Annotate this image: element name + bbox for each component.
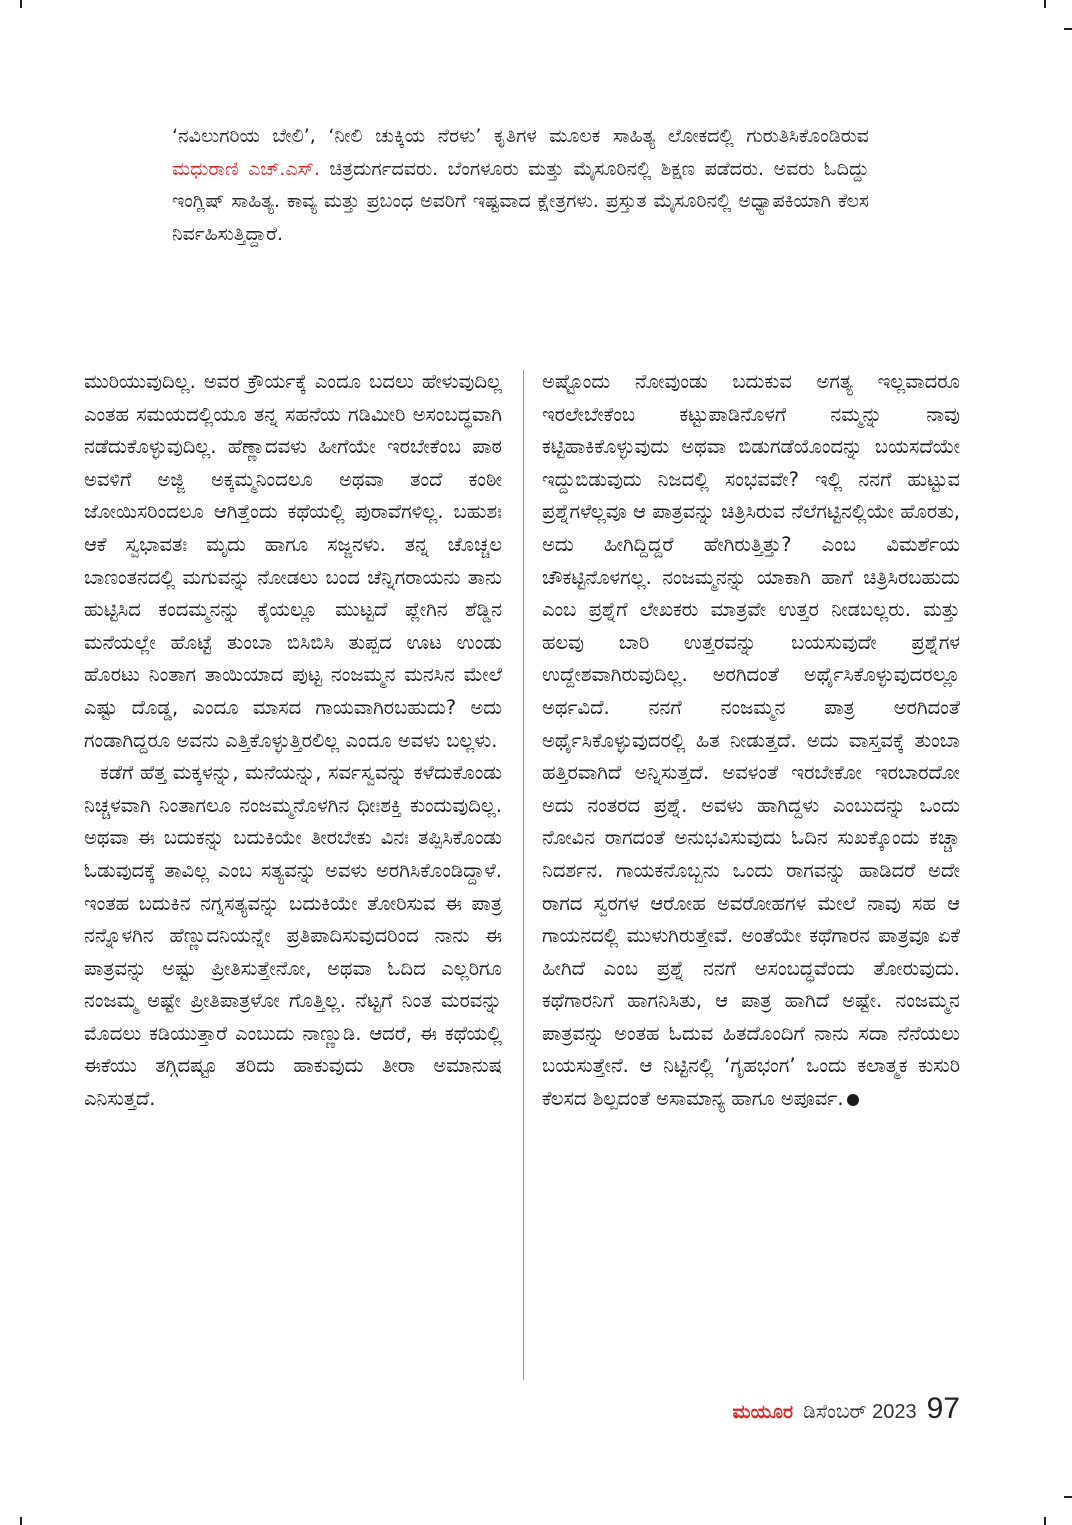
left-paragraph-1: ಮುರಿಯುವುದಿಲ್ಲ. ಅವರ ಕ್ರೌರ್ಯಕ್ಕೆ ಎಂದೂ ಬದಲು ಹೇಳುವುದಿಲ್ಲ ಎಂತಹ ಸಮಯದಲ್ಲಿಯೂ ತನ್ನ ಸಹನೆಯ ಗಡಿಮೀರಿ ಅಸಂಬದ್ಧವಾಗಿ ನಡೆದುಕೊಳ್ಳುವುದಿಲ್ಲ. ಹೆಣ್ಣಾದವಳು ಹೀಗೆಯೇ ಇರಬೇಕೆಂಬ ಪಾಠ ಅವಳಿಗೆ ಅಜ್ಜಿ ಅಕ್ಕಮ್ಮನಿಂದಲೂ ಅಥವಾ ತಂದೆ ಕಂಠೀ ಜೋಯಿಸರಿಂದಲೂ ಆಗಿತ್ತೆಂದು ಕಥೆಯಲ್ಲಿ ಪುರಾವೆಗಳಿಲ್ಲ. ಬಹುಶಃ ಆಕೆ ಸ್ವಭಾವತಃ ಮೃದು ಹಾಗೂ ಸಜ್ಜನಳು. ತನ್ನ ಚೊಚ್ಚಲ ಬಾಣಂತನದಲ್ಲಿ ಮಗುವನ್ನು ನೋಡಲು ಬಂದ ಚೆನ್ನಿಗರಾಯನು ತಾನು ಹುಟ್ಟಿಸಿದ ಕಂದಮ್ಮನನ್ನು ಕೈಯಲ್ಲೂ ಮುಟ್ಟದೆ ಪ್ಲೇಗಿನ ಶೆಡ್ಡಿನ ಮನೆಯಲ್ಲೇ ಹೊಟ್ಟೆ ತುಂಬಾ ಬಿಸಿಬಿಸಿ ತುಪ್ಪದ ಊಟ ಉಂಡು ಹೊರಟು ನಿಂತಾಗ ತಾಯಿಯಾದ ಪುಟ್ಟ ನಂಜಮ್ಮನ ಮನಸಿನ ಮೇಲೆ ಎಷ್ಟು ದೊಡ್ಡ, ಎಂದೂ ಮಾಸದ ಗಾಯವಾಗಿರಬಹುದು? ಅದು ಗಂಡಾಗಿದ್ದರೂ ಅವನು ಎತ್ತಿಕೊಳ್ಳುತ್ತಿರಲಿಲ್ಲ ಎಂದೂ ಅವಳು ಬಲ್ಲಳು. bbox=[84, 370, 502, 752]
crop-mark-top-left bbox=[20, 0, 22, 8]
crop-mark-top-right bbox=[1044, 0, 1046, 8]
magazine-logo: ಮಯೂರ bbox=[732, 1402, 794, 1423]
crop-mark-bottom-left bbox=[20, 1517, 22, 1525]
crop-mark-right-bottom bbox=[1064, 1496, 1072, 1498]
author-name: ಮಧುರಾಣಿ ಎಚ್.ಎಸ್. bbox=[172, 157, 320, 180]
page-footer bbox=[733, 1392, 961, 1426]
article-column-right bbox=[542, 366, 960, 1116]
bio-text-after: ಚಿತ್ರದುರ್ಗದವರು. ಬೆಂಗಳೂರು ಮತ್ತು ಮೈಸೂರಿನಲ್ಲಿ ಶಿಕ್ಷಣ ಪಡೆದರು. ಅವರು ಓದಿದ್ದು ಇಂಗ್ಲಿಷ್ ಸಾಹಿತ್ಯ. ಕಾವ್ಯ ಮತ್ತು ಪ್ರಬಂಧ ಅವರಿಗೆ ಇಷ್ಟವಾದ ಕ್ಷೇತ್ರಗಳು. ಪ್ರಸ್ತುತ ಮೈಸೂರಿನಲ್ಲಿ ಅಧ್ಯಾಪಕಿಯಾಗಿ ಕೆಲಸ ನಿರ್ವಹಿಸುತ್ತಿದ್ದಾರೆ. bbox=[172, 157, 869, 245]
crop-mark-right-top bbox=[1064, 28, 1072, 30]
bio-text-before: ‘ನವಿಲುಗರಿಯ ಬೇಲಿ’, ‘ನೀಲಿ ಚುಕ್ಕಿಯ ನೆರಳು’ ಕೃತಿಗಳ ಮೂಲಕ ಸಾಹಿತ್ಯ ಲೋಕದಲ್ಲಿ ಗುರುತಿಸಿಕೊಂಡಿರುವ bbox=[172, 125, 869, 147]
left-paragraph-2: ಕಡೆಗೆ ಹೆತ್ತ ಮಕ್ಕಳನ್ನು, ಮನೆಯನ್ನು, ಸರ್ವಸ್ವವನ್ನು ಕಳೆದುಕೊಂಡು ನಿಚ್ಚಳವಾಗಿ ನಿಂತಾಗಲೂ ನಂಜಮ್ಮನೊಳಗಿನ ಧೀಃಶಕ್ತಿ ಕುಂದುವುದಿಲ್ಲ. ಅಥವಾ ಈ ಬದುಕನ್ನು ಬದುಕಿಯೇ ತೀರಬೇಕು ವಿನಃ ತಪ್ಪಿಸಿಕೊಂಡು ಓಡುವುದಕ್ಕೆ ತಾವಿಲ್ಲ ಎಂಬ ಸತ್ಯವನ್ನು ಅವಳು ಅರಗಿಸಿಕೊಂಡಿದ್ದಾಳೆ. ಇಂತಹ ಬದುಕಿನ ನಗ್ನಸತ್ಯವನ್ನು ಬದುಕಿಯೇ ತೋರಿಸುವ ಈ ಪಾತ್ರ ನನ್ನೊಳಗಿನ ಹೆಣ್ಣುದನಿಯನ್ನೇ ಪ್ರತಿಪಾದಿಸುವುದರಿಂದ ನಾನು ಈ ಪಾತ್ರವನ್ನು ಅಷ್ಟು ಪ್ರೀತಿಸುತ್ತೇನೋ, ಅಥವಾ ಓದಿದ ಎಲ್ಲರಿಗೂ ನಂಜಮ್ಮ ಅಷ್ಟೇ ಪ್ರೀತಿಪಾತ್ರಳೋ ಗೊತ್ತಿಲ್ಲ. ನೆಟ್ಟಗೆ ನಿಂತ ಮರವನ್ನು ಮೊದಲು ಕಡಿಯುತ್ತಾರೆ ಎಂಬುದು ನಾಣ್ಣುಡಿ. ಆದರೆ, ಈ ಕಥೆಯಲ್ಲಿ ಈಕೆಯು ತಗ್ಗಿದಷ್ಟೂ ತರಿದು ಹಾಕುವುದು ತೀರಾ ಅಮಾನುಷ ಎನಿಸುತ್ತದೆ. bbox=[84, 761, 502, 1111]
right-paragraph-1 bbox=[542, 366, 960, 1116]
column-divider bbox=[523, 370, 524, 1380]
right-paragraph-1-text: ಅಷ್ಟೊಂದು ನೋವುಂಡು ಬದುಕುವ ಅಗತ್ಯ ಇಲ್ಲವಾದರೂ ಇರಲೇಬೇಕೆಂಬ ಕಟ್ಟುಪಾಡಿನೊಳಗೆ ನಮ್ಮನ್ನು ನಾವು ಕಟ್ಟಿಹಾಕಿಕೊಳ್ಳುವುದು ಅಥವಾ ಬಿಡುಗಡೆಯೊಂದನ್ನು ಬಯಸದೆಯೇ ಇದ್ದುಬಿಡುವುದು ನಿಜದಲ್ಲಿ ಸಂಭವವೇ? ಇಲ್ಲಿ ನನಗೆ ಹುಟ್ಟುವ ಪ್ರಶ್ನೆಗಳೆಲ್ಲವೂ ಆ ಪಾತ್ರವನ್ನು ಚಿತ್ರಿಸಿರುವ ನೆಲೆಗಟ್ಟಿನಲ್ಲಿಯೇ ಹೊರತು, ಅದು ಹೀಗಿದ್ದಿದ್ದರೆ ಹೇಗಿರುತ್ತಿತ್ತು? ಎಂಬ ವಿಮರ್ಶೆಯ ಚೌಕಟ್ಟಿನೊಳಗಲ್ಲ. ನಂಜಮ್ಮನನ್ನು ಯಾಕಾಗಿ ಹಾಗೆ ಚಿತ್ರಿಸಿರಬಹುದು ಎಂಬ ಪ್ರಶ್ನೆಗೆ ಲೇಖಕರು ಮಾತ್ರವೇ ಉತ್ತರ ನೀಡಬಲ್ಲರು. ಮತ್ತು ಹಲವು ಬಾರಿ ಉತ್ತರವನ್ನು ಬಯಸುವುದೇ ಪ್ರಶ್ನೆಗಳ ಉದ್ದೇಶವಾಗಿರುವುದಿಲ್ಲ. ಅರಗಿದಂತೆ ಅರ್ಥೈಸಿಕೊಳ್ಳುವುದರಲ್ಲೂ ಅರ್ಥವಿದೆ. ನನಗೆ ನಂಜಮ್ಮನ ಪಾತ್ರ ಅರಗಿದಂತೆ ಅರ್ಥೈಸಿಕೊಳ್ಳುವುದರಲ್ಲಿ ಹಿತ ನೀಡುತ್ತದೆ. ಅದು ವಾಸ್ತವಕ್ಕೆ ತುಂಬಾ ಹತ್ತಿರವಾಗಿದೆ ಅನ್ನಿಸುತ್ತದೆ. ಅವಳಂತೆ ಇರಬೇಕೋ ಇರಬಾರದೋ ಅದು ನಂತರದ ಪ್ರಶ್ನೆ. ಅವಳು ಹಾಗಿದ್ದಳು ಎಂಬುದನ್ನು ಒಂದು ನೋವಿನ ರಾಗದಂತೆ ಅನುಭವಿಸುವುದು ಓದಿನ ಸುಖಕ್ಕೊಂದು ಕಚ್ಚಾ ನಿದರ್ಶನ. ಗಾಯಕನೊಬ್ಬನು ಒಂದು ರಾಗವನ್ನು ಹಾಡಿದರೆ ಅದೇ ರಾಗದ ಸ್ವರಗಳ ಆರೋಹ ಅವರೋಹಗಳ ಮೇಲೆ ನಾವು ಸಹ ಆ ಗಾಯನದಲ್ಲಿ ಮುಳುಗಿರುತ್ತೇವೆ. ಅಂತೆಯೇ ಕಥೆಗಾರನ ಪಾತ್ರವೂ ಏಕೆ ಹೀಗಿದೆ ಎಂಬ ಪ್ರಶ್ನೆ ನನಗೆ ಅಸಂಬದ್ಧವೆಂದು ತೋರುವುದು. ಕಥೆಗಾರನಿಗೆ ಹಾಗನಿಸಿತು, ಆ ಪಾತ್ರ ಹಾಗಿದೆ ಅಷ್ಟೇ. ನಂಜಮ್ಮನ ಪಾತ್ರವನ್ನು ಅಂತಹ ಓದುವ ಹಿತದೊಂದಿಗೆ ನಾನು ಸದಾ ನೆನೆಯಲು ಬಯಸುತ್ತೇನೆ. ಆ ನಿಟ್ಟಿನಲ್ಲಿ ‘ಗೃಹಭಂಗ’ ಒಂದು ಕಲಾತ್ಮಕ ಕುಸುರಿ ಕೆಲಸದ ಶಿಲ್ಪದಂತೆ ಅಸಾಮಾನ್ಯ ಹಾಗೂ ಅಪೂರ್ವ. bbox=[542, 370, 960, 1111]
issue-date: ಡಿಸೆಂಬರ್ 2023 bbox=[803, 1401, 917, 1423]
article-column-left bbox=[84, 366, 502, 1116]
author-bio bbox=[172, 120, 869, 250]
page-number: 97 bbox=[926, 1392, 960, 1425]
crop-mark-bottom-right bbox=[1044, 1517, 1046, 1525]
end-mark-icon bbox=[847, 1094, 859, 1106]
